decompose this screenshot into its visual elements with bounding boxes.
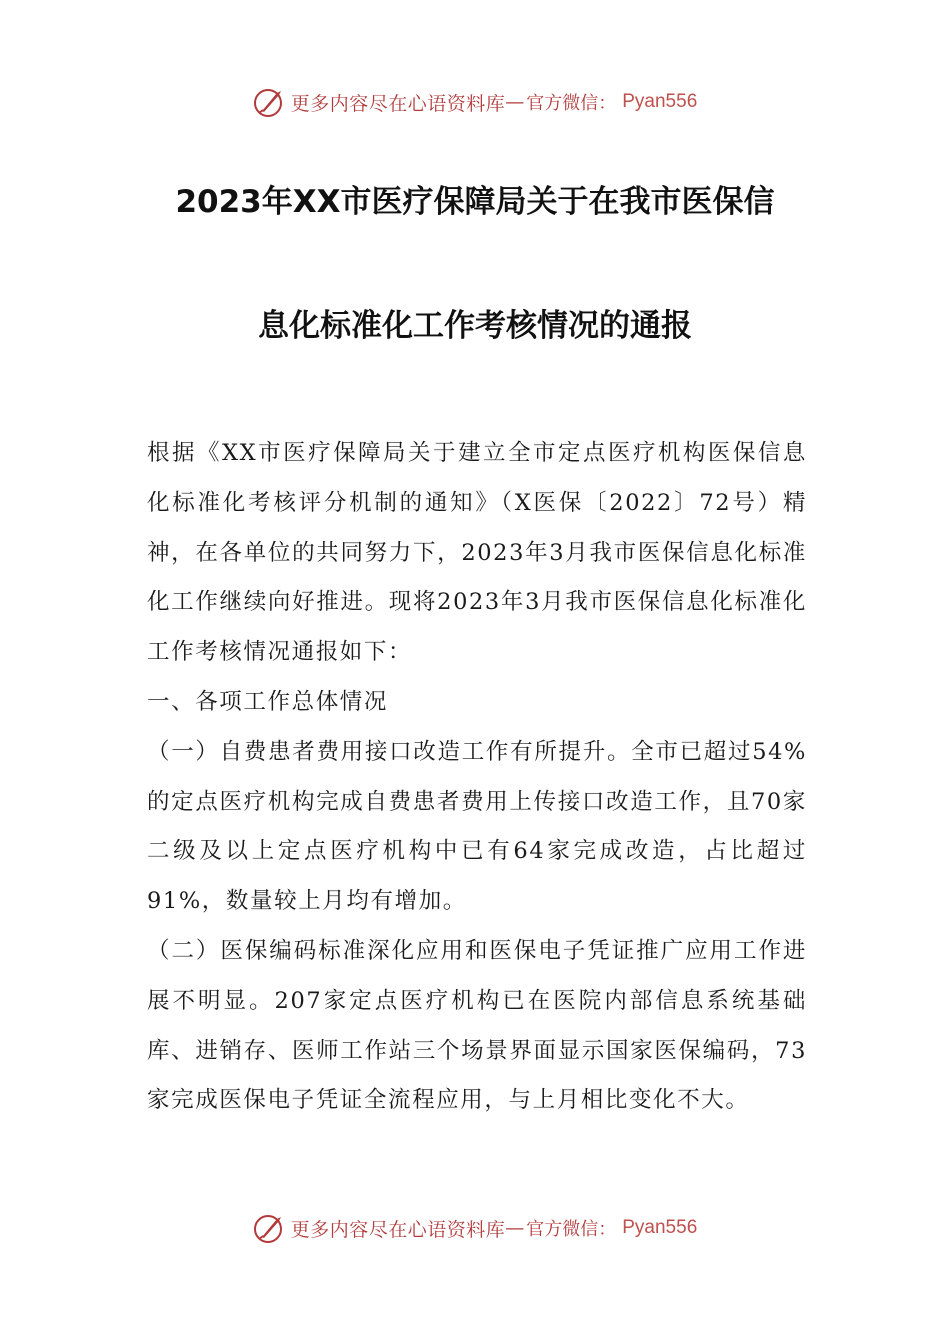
banner-text: 更多内容尽在心语资料库 [290,1218,506,1241]
banner-wechat-label: 官方微信： [526,93,617,114]
banner-dash: — [505,91,525,113]
document-body [147,429,807,1126]
banner-wechat-label: 官方微信： [526,1219,617,1240]
document-title-line-2: 息化标准化工作考核情况的通报 [258,308,692,344]
document-title-line-1: 2023年XX市医疗保障局关于在我市医保信 [175,184,775,220]
banner-dash: — [505,1217,525,1239]
section-heading: 一、各项工作总体情况 [147,688,389,715]
banner-text: 更多内容尽在心语资料库 [290,92,506,115]
paragraph-intro: 根据《XX市医疗保障局关于建立全市定点医疗机构医保信息化标准化考核评分机制的通知》（X医保〔2022〕72号）精神，在各单位的共同努力下，2023年3月我市医保信息化标准化工作继续向好推进。现将2023年3月我市医保信息化标准化工作考核情况通报如下： [147,440,807,666]
paragraph-item-1: （一）自费患者费用接口改造工作有所提升。全市已超过54%的定点医疗机构完成自费患者费用上传接口改造工作，且70家二级及以上定点医疗机构中已有64家完成改造，占比超过91%，数量较上月均有增加。 [147,738,807,915]
header-watermark-banner [0,82,950,122]
quill-pen-seal-icon [253,85,287,119]
banner-wechat-id: Pyan556 [622,91,698,112]
paragraph-item-2: （二）医保编码标准深化应用和医保电子凭证推广应用工作进展不明显。207家定点医疗机构已在医院内部信息系统基础库、进销存、医师工作站三个场景界面显示国家医保编码，73家完成医保电子凭证全流程应用，与上月相比变化不大。 [147,937,807,1114]
quill-pen-seal-icon [253,1211,287,1245]
footer-watermark-banner [0,1208,950,1248]
banner-wechat-id: Pyan556 [622,1217,698,1238]
